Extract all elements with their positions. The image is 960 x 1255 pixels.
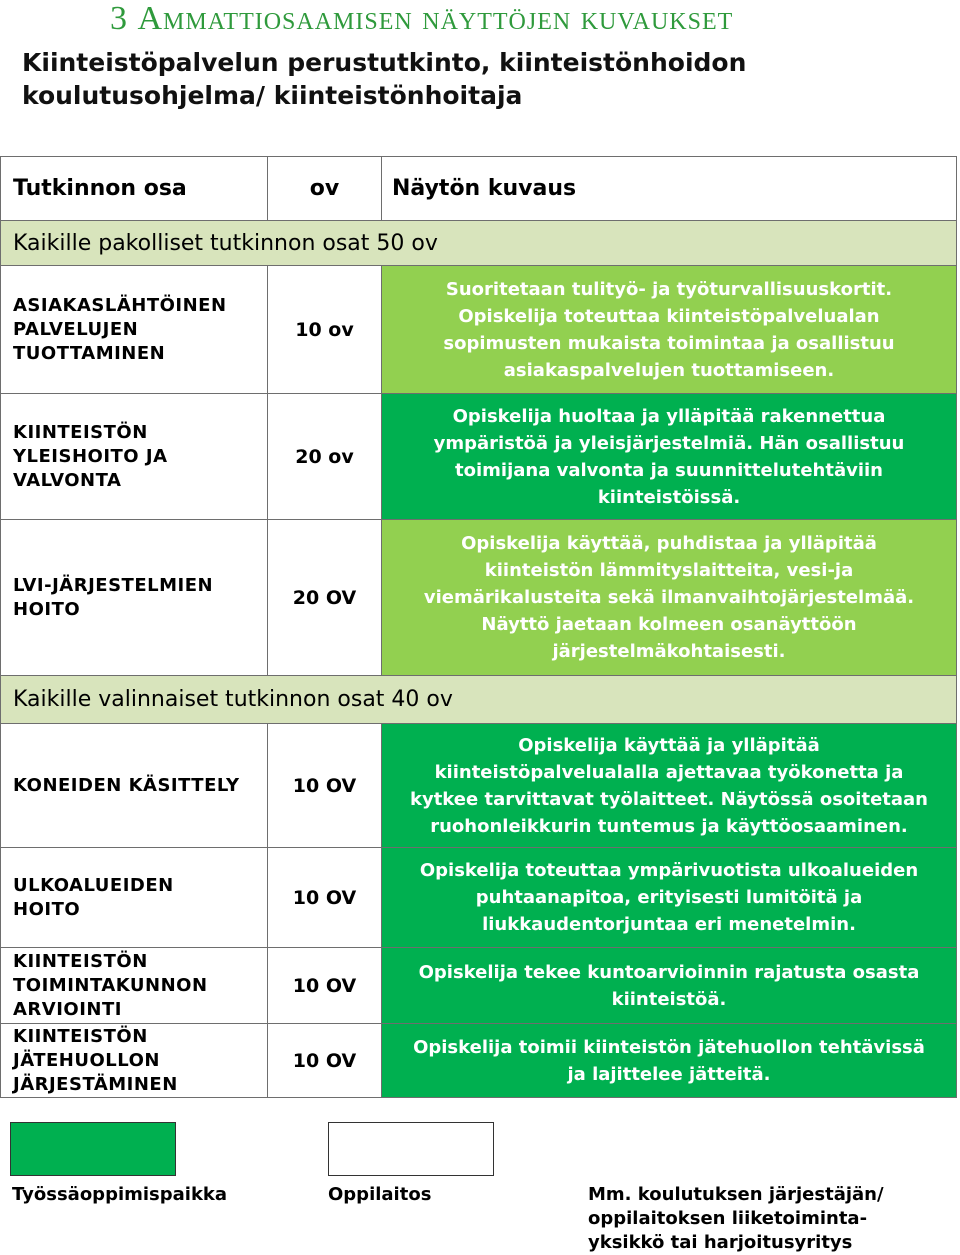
ov-cell: 20 ov	[268, 394, 382, 520]
table-row	[1, 848, 957, 948]
part-name-cell	[1, 266, 268, 394]
part-name-line: PALVELUJEN	[13, 318, 139, 340]
description-text: Opiskelija käyttää ja ylläpitää kiinteistöpalvelualalla ajettavaa työkonetta ja kytkee tarvittavat työlaitteet. Näytössä osoitetaan ruohonleikkurin tuntemus ja käyttöosaaminen.	[410, 734, 928, 837]
part-name-line: HOITO	[13, 598, 81, 620]
section-title-optional: Kaikille valinnaiset tutkinnon osat 40 ov	[1, 676, 957, 724]
legend-swatch-workplace	[10, 1122, 176, 1176]
column-header-description: Näytön kuvaus	[382, 157, 957, 221]
ov-cell: 10 OV	[268, 1024, 382, 1098]
part-name-cell	[1, 394, 268, 520]
legend-label-school: Oppilaitos	[328, 1184, 432, 1205]
part-name-line: KIINTEISTÖN	[13, 421, 148, 443]
table-row	[1, 520, 957, 676]
description-cell	[382, 520, 957, 676]
part-name-line: ARVIOINTI	[13, 998, 122, 1020]
part-name-cell	[1, 1024, 268, 1098]
table-header-row	[1, 157, 957, 221]
description-text: Opiskelija huoltaa ja ylläpitää rakennettua ympäristöä ja yleisjärjestelmiä. Hän osallistuu toimijana valvonta ja suunnittelutehtäviin kiinteistöissä.	[433, 405, 905, 508]
legend-label-line: oppilaitoksen liiketoiminta-	[588, 1208, 868, 1229]
column-header-part: Tutkinnon osa	[1, 157, 268, 221]
subtitle-line-2: koulutusohjelma/ kiinteistönhoitaja	[22, 81, 523, 110]
description-text: Opiskelija tekee kuntoarvioinnin rajatusta osasta kiinteistöä.	[418, 961, 920, 1010]
description-text: Opiskelija toteuttaa ympärivuotista ulkoalueiden puhtaanapitoa, erityisesti lumitöitä ja liukkaudentorjuntaa eri menetelmin.	[419, 860, 919, 935]
ov-cell: 10 ov	[268, 266, 382, 394]
ov-cell: 10 OV	[268, 948, 382, 1024]
description-cell	[382, 848, 957, 948]
description-text: Opiskelija toimii kiinteistön jätehuollon tehtävissä ja lajittelee jätteitä.	[413, 1036, 925, 1085]
table-row	[1, 1024, 957, 1098]
part-name-line: ASIAKASLÄHTÖINEN	[13, 294, 227, 316]
part-name-cell	[1, 724, 268, 848]
chapter-number: 3	[110, 0, 128, 37]
part-name-line: KIINTEISTÖN	[13, 1025, 148, 1047]
part-name-line: HOITO	[13, 898, 81, 920]
document-subtitle	[22, 46, 746, 112]
description-cell	[382, 1024, 957, 1098]
description-cell	[382, 394, 957, 520]
part-name-line: LVI-JÄRJESTELMIEN	[13, 574, 214, 596]
description-cell	[382, 724, 957, 848]
description-cell	[382, 266, 957, 394]
legend-label-business-unit	[588, 1183, 884, 1255]
table-row	[1, 948, 957, 1024]
table-row	[1, 394, 957, 520]
part-name-line: JÄRJESTÄMINEN	[13, 1073, 178, 1095]
part-name-line: YLEISHOITO JA	[13, 445, 168, 467]
legend-label-line: yksikkö tai harjoitusyritys	[588, 1232, 853, 1253]
description-text: Suoritetaan tulityö- ja työturvallisuuskortit. Opiskelija toteuttaa kiinteistöpalvelualan sopimusten mukaista toimintaa ja osallistuu asiakaspalvelujen tuottamiseen.	[443, 278, 895, 381]
column-header-ov: ov	[268, 157, 382, 221]
part-name-line: ULKOALUEIDEN	[13, 874, 174, 896]
part-name-line: VALVONTA	[13, 469, 122, 491]
part-name-cell	[1, 948, 268, 1024]
subtitle-line-1: Kiinteistöpalvelun perustutkinto, kiinteistönhoidon	[22, 48, 747, 77]
qualification-table	[0, 156, 957, 1098]
part-name-line: TOIMINTAKUNNON	[13, 974, 208, 996]
section-title-mandatory: Kaikille pakolliset tutkinnon osat 50 ov	[1, 221, 957, 266]
chapter-heading	[110, 0, 733, 38]
legend-swatch-school	[328, 1122, 494, 1176]
part-name-line: JÄTEHUOLLON	[13, 1049, 160, 1071]
section-row-mandatory	[1, 221, 957, 266]
section-row-optional	[1, 676, 957, 724]
description-text: Opiskelija käyttää, puhdistaa ja ylläpitää kiinteistön lämmityslaitteita, vesi-ja viemärikalusteita sekä ilmanvaihtojärjestelmää. Näyttö jaetaan kolmeen osanäyttöön järjestelmäkohtaisesti.	[423, 533, 915, 662]
ov-cell: 10 OV	[268, 724, 382, 848]
legend-label-line: Mm. koulutuksen järjestäjän/	[588, 1184, 884, 1205]
description-cell	[382, 948, 957, 1024]
table-row	[1, 266, 957, 394]
part-name-cell	[1, 848, 268, 948]
part-name-line: TUOTTAMINEN	[13, 342, 166, 364]
part-name-line: KIINTEISTÖN	[13, 950, 148, 972]
ov-cell: 20 OV	[268, 520, 382, 676]
part-name-line: KONEIDEN KÄSITTELY	[13, 774, 240, 796]
table-row	[1, 724, 957, 848]
legend-label-workplace: Työssäoppimispaikka	[12, 1184, 228, 1205]
ov-cell: 10 OV	[268, 848, 382, 948]
part-name-cell	[1, 520, 268, 676]
chapter-title: Ammattiosaamisen näyttöjen kuvaukset	[137, 0, 734, 37]
